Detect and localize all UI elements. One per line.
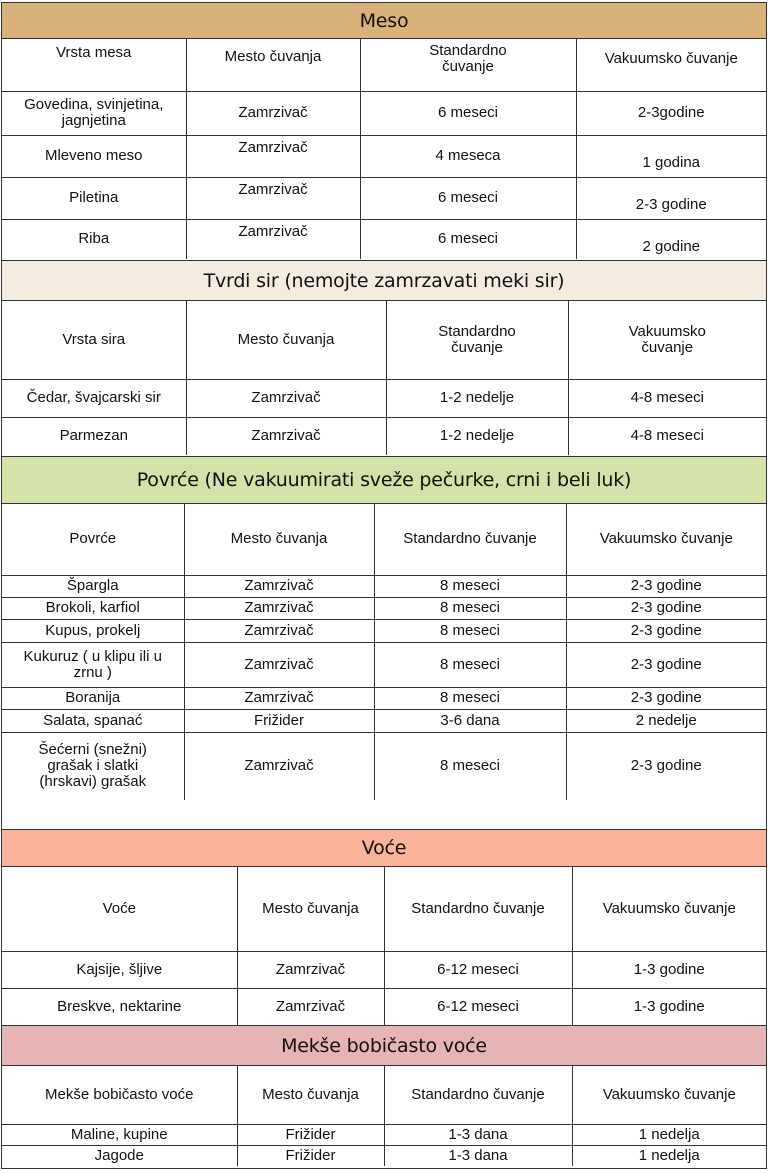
table-cell: 2 nedelje	[566, 709, 766, 732]
table-row	[2, 91, 766, 135]
vegetables-table	[2, 504, 766, 800]
column-header: Standardno čuvanje	[360, 39, 576, 91]
column-header: Vakuumsko čuvanje	[628, 322, 706, 356]
header-row	[2, 301, 766, 379]
table-cell: 6 meseci	[360, 219, 576, 259]
berries-table	[2, 1066, 766, 1166]
header-row	[2, 504, 766, 575]
column-header: Mesto čuvanja	[237, 867, 384, 951]
table-cell: Šećerni (snežni) grašak i slatki (hrskavi) grašak	[2, 732, 184, 800]
column-header: Mesto čuvanja	[186, 301, 386, 379]
section-soft-berries	[2, 1026, 766, 1168]
table-cell: Maline, kupine	[2, 1124, 237, 1145]
column-header: Standardno čuvanje	[374, 504, 566, 575]
table-cell: 2-3 godine	[566, 687, 766, 709]
table-row	[2, 575, 766, 597]
column-header: Standardno čuvanje	[386, 301, 568, 379]
section-title: Povrće (Ne vakuumirati sveže pečurke, crni i beli luk)	[2, 457, 766, 504]
section-vegetables	[2, 457, 766, 830]
table-cell: 1-3 godine	[572, 951, 766, 988]
table-cell: Kajsije, šljive	[2, 951, 237, 988]
table-row	[2, 1145, 766, 1166]
table-cell: 2-3 godine	[566, 732, 766, 800]
table-row	[2, 732, 766, 800]
table-row	[2, 642, 766, 687]
table-cell: Zamrzivač	[184, 687, 374, 709]
header-row	[2, 867, 766, 951]
table-row	[2, 417, 766, 455]
column-header: Vrsta mesa	[2, 39, 186, 91]
table-cell: Parmezan	[2, 417, 186, 455]
column-header: Voće	[2, 867, 237, 951]
storage-chart-document	[1, 2, 767, 1169]
table-cell: Zamrzivač	[184, 642, 374, 687]
table-cell: Zamrzivač	[184, 597, 374, 619]
section-fruit	[2, 830, 766, 1026]
table-cell: 1 nedelja	[572, 1124, 766, 1145]
table-cell: 6 meseci	[360, 91, 576, 135]
table-cell: 4 meseca	[360, 135, 576, 177]
table-row	[2, 687, 766, 709]
table-cell: 1-2 nedelje	[386, 417, 568, 455]
table-cell: 2-3 godine	[576, 177, 766, 219]
column-header: Vakuumsko čuvanje	[602, 899, 736, 917]
table-cell: 8 meseci	[374, 687, 566, 709]
table-cell: 3-6 dana	[374, 709, 566, 732]
table-cell: Frižider	[237, 1124, 384, 1145]
table-cell: Kukuruz ( u klipu ili u zrnu )	[2, 642, 184, 687]
table-cell: Frižider	[237, 1145, 384, 1166]
table-cell: 6-12 meseci	[384, 988, 572, 1025]
section-title: Voće	[2, 830, 766, 867]
table-cell: Piletina	[2, 177, 186, 219]
table-row	[2, 135, 766, 177]
table-row	[2, 219, 766, 259]
table-cell: 8 meseci	[374, 575, 566, 597]
section-title: Meso	[2, 3, 766, 39]
table-cell: Kupus, prokelj	[2, 619, 184, 642]
table-cell: 1-3 godine	[572, 988, 766, 1025]
column-header: Vakuumsko čuvanje	[599, 530, 733, 548]
column-header: Vrsta sira	[2, 301, 186, 379]
table-cell: Zamrzivač	[186, 135, 360, 177]
table-row	[2, 619, 766, 642]
table-cell: Breskve, nektarine	[2, 988, 237, 1025]
table-cell: 2-3godine	[576, 91, 766, 135]
section-meat	[2, 3, 766, 261]
section-title: Mekše bobičasto voće	[2, 1026, 766, 1066]
column-header: Mekše bobičasto voće	[2, 1066, 237, 1124]
section-hard-cheese	[2, 261, 766, 457]
table-cell: 1 nedelja	[572, 1145, 766, 1166]
table-cell: 2-3 godine	[566, 575, 766, 597]
table-cell: Riba	[2, 219, 186, 259]
cheese-table	[2, 301, 766, 455]
column-header: Standardno čuvanje	[384, 1066, 572, 1124]
table-cell: Boranija	[2, 687, 184, 709]
column-header: Vakuumsko čuvanje	[604, 50, 738, 67]
column-header: Vakuumsko čuvanje	[602, 1085, 736, 1103]
table-row	[2, 379, 766, 417]
table-row	[2, 951, 766, 988]
table-cell: 2-3 godine	[566, 597, 766, 619]
section-title: Tvrdi sir (nemojte zamrzavati meki sir)	[2, 261, 766, 301]
table-row	[2, 988, 766, 1025]
table-cell: 8 meseci	[374, 597, 566, 619]
table-cell: 1-2 nedelje	[386, 379, 568, 417]
table-cell: 4-8 meseci	[568, 417, 766, 455]
table-cell: Zamrzivač	[184, 619, 374, 642]
table-cell: 1-3 dana	[384, 1124, 572, 1145]
table-cell: Jagode	[2, 1145, 237, 1166]
table-row	[2, 177, 766, 219]
column-header: Standardno čuvanje	[384, 867, 572, 951]
table-cell: Zamrzivač	[186, 417, 386, 455]
table-row	[2, 1124, 766, 1145]
table-cell: 1-3 dana	[384, 1145, 572, 1166]
table-cell: 8 meseci	[374, 642, 566, 687]
table-cell: Brokoli, karfiol	[2, 597, 184, 619]
table-cell: Zamrzivač	[237, 951, 384, 988]
table-cell: Zamrzivač	[186, 177, 360, 219]
table-cell: 4-8 meseci	[568, 379, 766, 417]
header-row	[2, 39, 766, 91]
table-cell: 2-3 godine	[566, 619, 766, 642]
header-row	[2, 1066, 766, 1124]
table-row	[2, 709, 766, 732]
table-cell: Zamrzivač	[186, 219, 360, 259]
table-cell: 8 meseci	[374, 732, 566, 800]
table-cell: Zamrzivač	[184, 732, 374, 800]
column-header: Povrće	[2, 504, 184, 575]
table-cell: Mleveno meso	[2, 135, 186, 177]
column-header: Mesto čuvanja	[184, 504, 374, 575]
table-cell: Zamrzivač	[186, 379, 386, 417]
table-cell: Zamrzivač	[186, 91, 360, 135]
table-cell: 6-12 meseci	[384, 951, 572, 988]
table-cell: Govedina, svinjetina, jagnjetina	[2, 91, 186, 135]
fruit-table	[2, 867, 766, 1025]
table-cell: Zamrzivač	[237, 988, 384, 1025]
column-header: Mesto čuvanja	[237, 1066, 384, 1124]
table-cell: 1 godina	[576, 135, 766, 177]
table-cell: Špargla	[2, 575, 184, 597]
table-cell: 2-3 godine	[566, 642, 766, 687]
table-row	[2, 597, 766, 619]
table-cell: Čedar, švajcarski sir	[2, 379, 186, 417]
column-header: Mesto čuvanja	[186, 39, 360, 91]
table-cell: Zamrzivač	[184, 575, 374, 597]
table-cell: 8 meseci	[374, 619, 566, 642]
table-cell: 2 godine	[576, 219, 766, 259]
table-cell: Frižider	[184, 709, 374, 732]
table-cell: 6 meseci	[360, 177, 576, 219]
meat-table	[2, 39, 766, 259]
table-cell: Salata, spanać	[2, 709, 184, 732]
